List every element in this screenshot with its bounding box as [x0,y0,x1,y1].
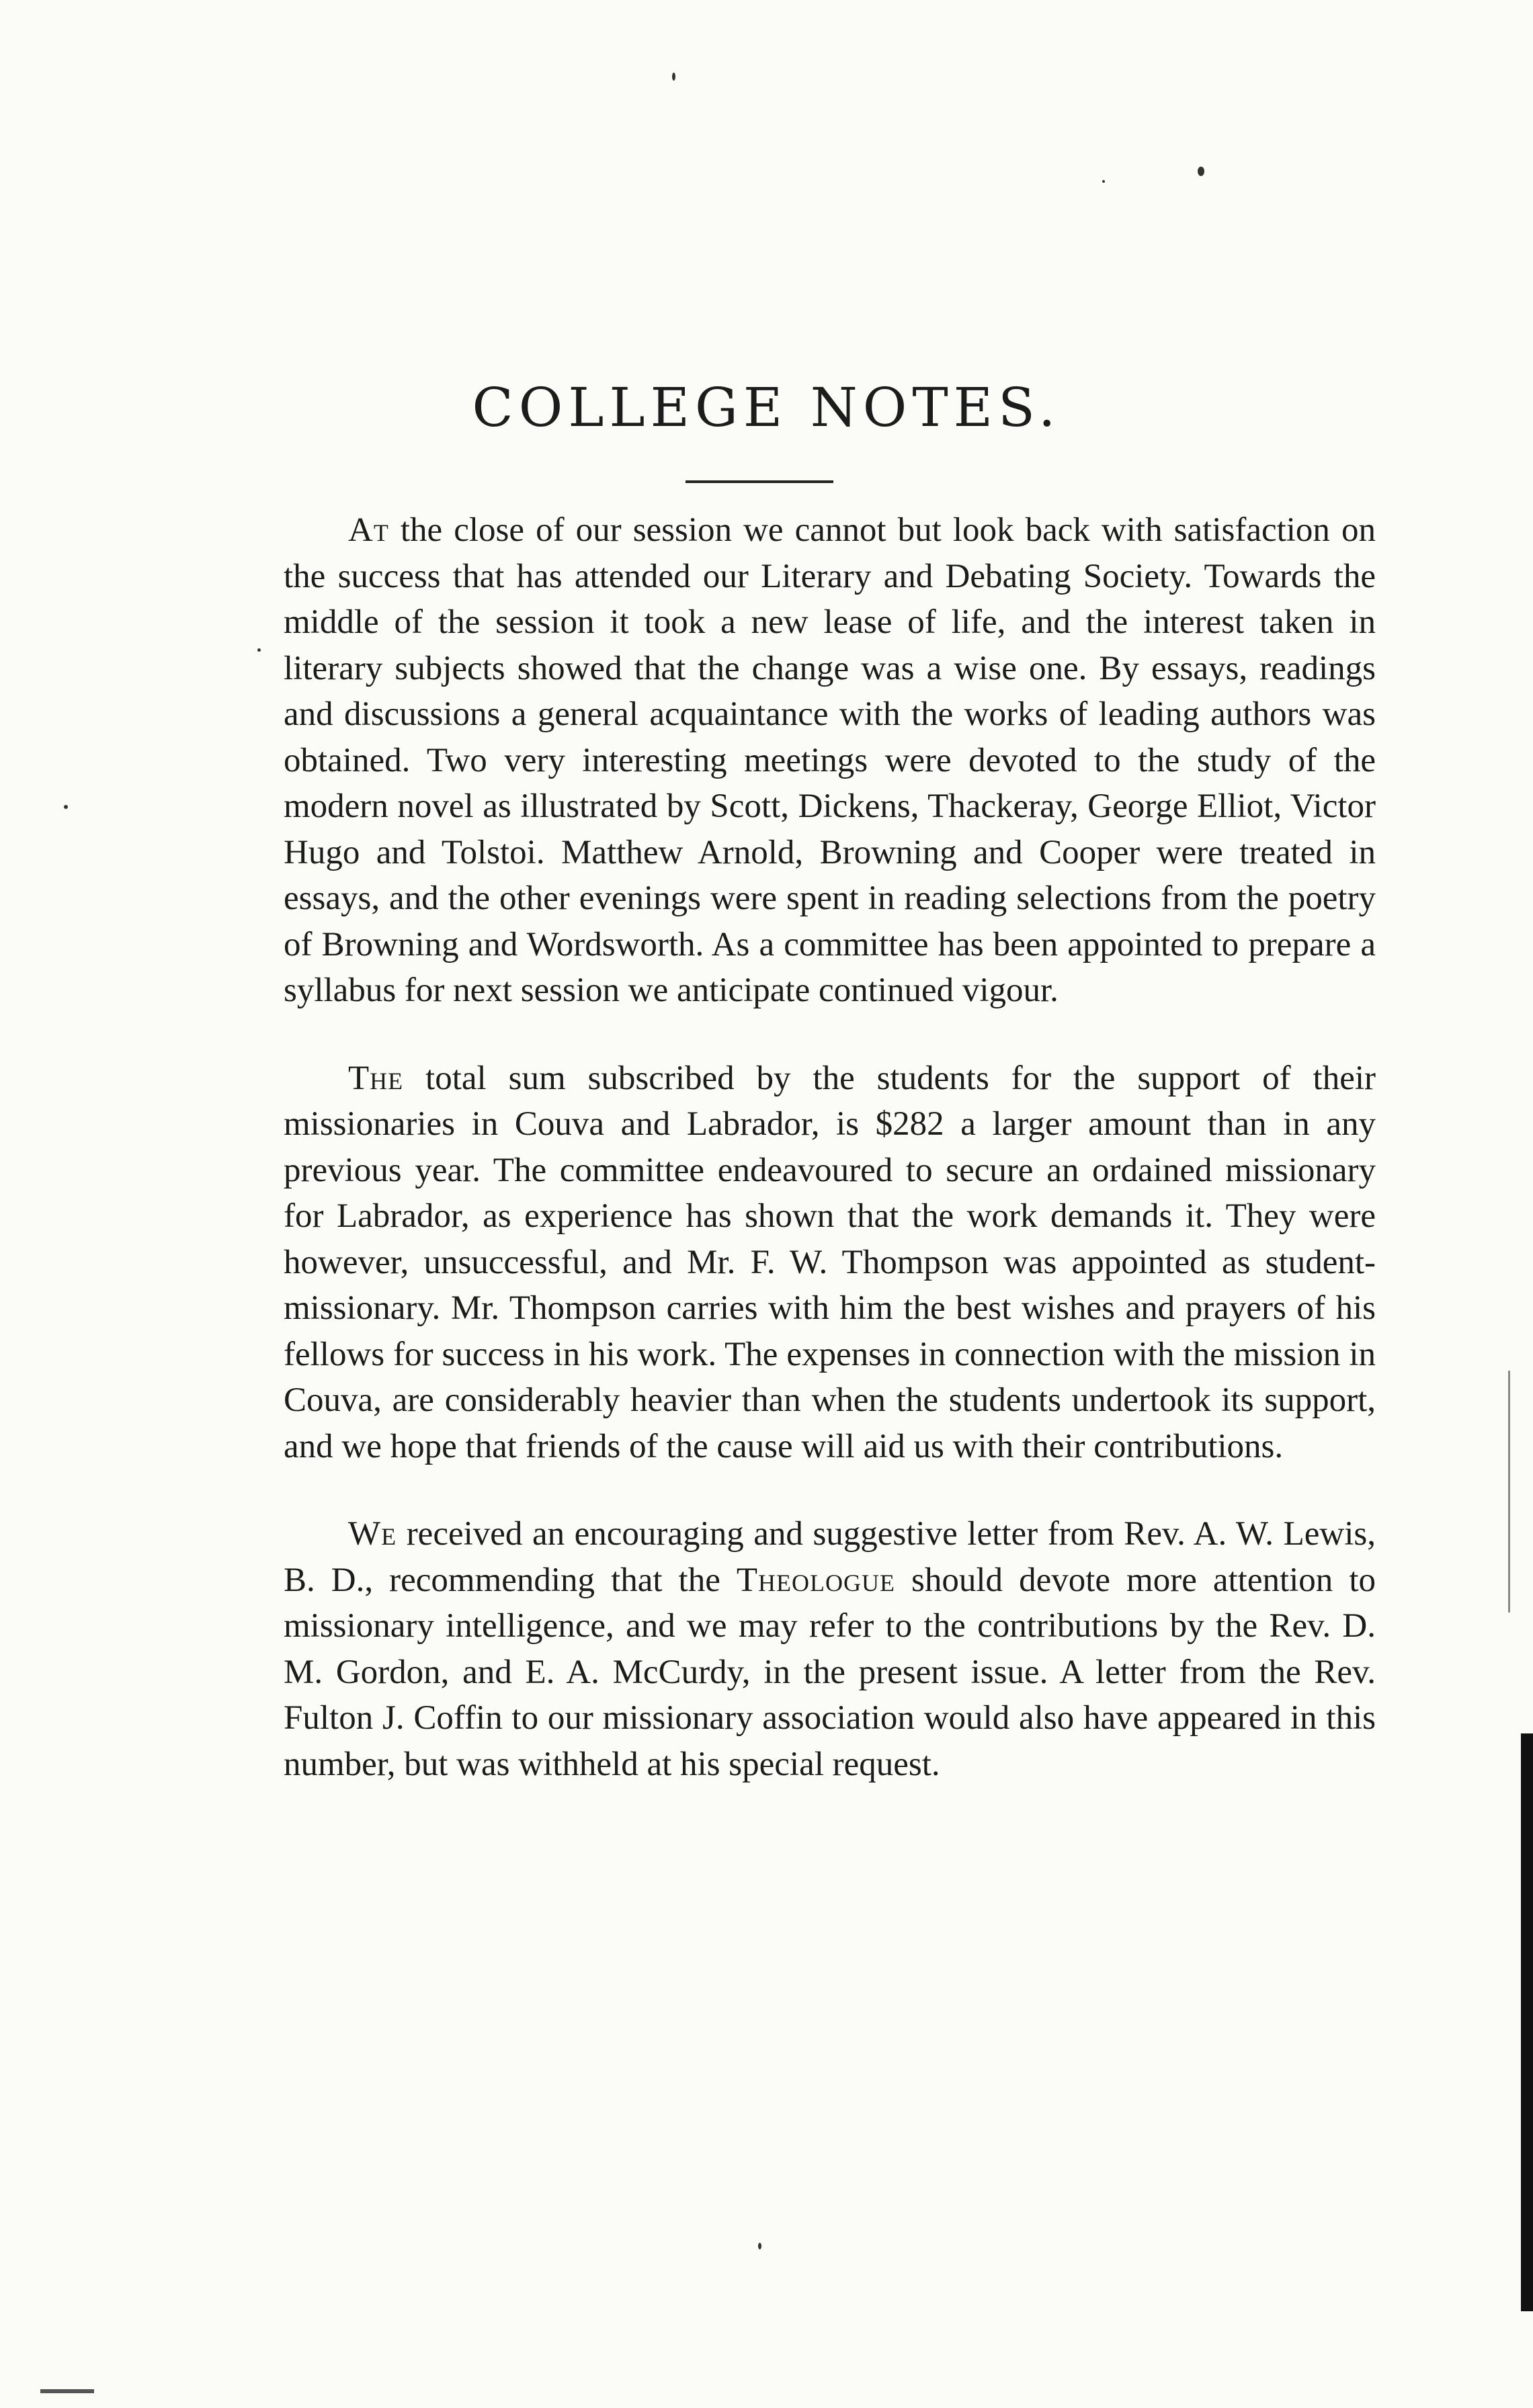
scan-edge-bar [1521,1733,1533,2311]
ink-speck [257,648,261,652]
page-title: COLLEGE NOTES. [472,376,1061,439]
ink-speck [758,2243,761,2249]
paragraph-literary-society [284,507,1376,1014]
paragraph-text: total sum subscribed by the students for the support of their missionaries in Couva and Labrador, is $282 a larger amount than in any previous year. The committee endeavoured to secure an ordained missionary for Labrador, as experience has shown that the work demands it. They were however, unsuccessful, and Mr. F. W. Thompson was appointed as student-missionary. Mr. Thompson carries with him the best wishes and prayers of his fellows for success in his work. The expenses in connection with the mission in Couva, are considerably heavier than when the students undertook its support, and we hope that friends of the cause will aid us with their contributions. [284,1059,1376,1465]
paragraph-text: the close of our session we cannot but look back with satisfaction on the success that has attended our Literary and Debating Society. Towards the middle of the session it took a new lease of life, and the interest taken in literary subjects showed that the change was a wise one. By essays, readings and discussions a general acquaintance with the works of leading authors was obtained. Two very interesting meetings were devoted to the study of the modern novel as illustrated by Scott, Dickens, Thackeray, George Elliot, Victor Hugo and Tolstoi. Matthew Arnold, Browning and Cooper were treated in essays, and the other evenings were spent in reading selections from the poetry of Browning and Wordsworth. As a committee has been appointed to prepare a syllabus for next session we anticipate continued vigour. [284,511,1376,1009]
paragraph-text: received an encouraging and suggestive letter from Rev. A. W. Lewis, B. D., recommending that the [284,1515,1376,1599]
scan-corner-mark [40,2389,94,2393]
paragraph-text: should devote more attention to missionary intelligence, and we may refer to the contributions by the Rev. D. M. Gordon, and E. A. McCurdy, in the present issue. A letter from the Rev. Fulton J. Coffin to our missionary association would also have appeared in this number, but was withheld at his special request. [284,1561,1376,1783]
scan-edge-line [1508,1371,1510,1612]
ink-speck [672,73,675,81]
paragraph-letter [284,1511,1376,1787]
ink-speck [1198,167,1204,176]
ink-speck [1102,180,1105,183]
journal-name: Theologue [736,1561,896,1599]
paragraph-lead: The [348,1059,404,1097]
paragraph-lead: We [348,1515,397,1553]
text-column [284,507,1376,1829]
ink-speck [64,805,68,809]
paragraph-missionary-fund [284,1056,1376,1470]
paragraph-lead: At [348,511,389,549]
title-rule [686,480,833,483]
